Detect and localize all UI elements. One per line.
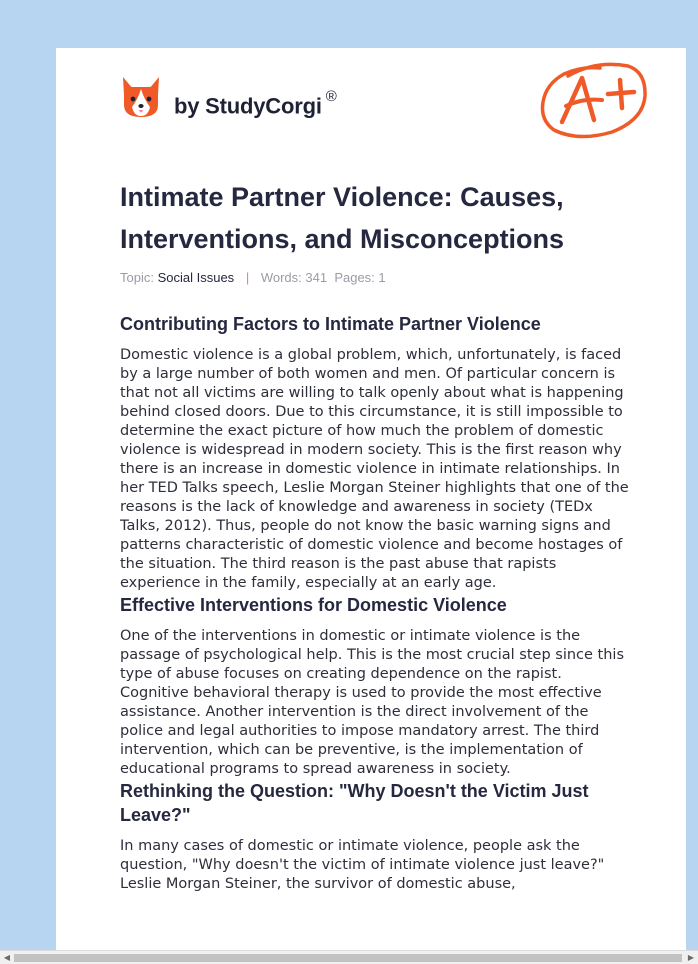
section-paragraph-effective-interventions: One of the interventions in domestic or intimate violence is the passage of psychological help. This is the most crucial step since this type of abuse focuses on creating dependence on the rapist. Cognitive behavioral therapy is used to provide the most effective assistance. Another intervention is the direct involvement of the police and legal authorities to impose mandatory arrest. The third intervention, which can be preventive, is the implementation of educational programs to spread awareness in society. [120,628,625,777]
grade-text: A+ [538,58,540,59]
brand-name[interactable] [174,88,337,119]
document-meta [120,270,386,285]
meta-separator: | [245,270,250,285]
scrollbar-thumb[interactable] [14,954,682,962]
document-header [56,48,686,158]
section-heading-effective-interventions: Effective Interventions for Domestic Violence [120,595,507,615]
document-page [56,48,686,950]
registered-mark: ® [325,88,337,105]
document-body [120,312,632,894]
document-title: Intimate Partner Violence: Causes, Interventions, and Misconceptions [120,182,565,254]
topic-link[interactable]: Social Issues [157,270,235,285]
section-paragraph-contributing-factors: Domestic violence is a global problem, which, unfortunately, is faced by a large number of both women and men. Of particular concern is that not all victims are willing to talk openly about what is happening behind closed doors. Due to this circumstance, it is still impossible to determine the exact picture of how much the problem of domestic violence is widespread in modern society. This is the first reason why there is an increase in domestic violence in intimate relationships. In her TED Talks speech, Leslie Morgan Steiner highlights that one of the reasons is the lack of knowledge and awareness in society (TEDx Talks, 2012). Thus, people do not know the basic warning signs and patterns characteristic of domestic violence and become hostages of the situation. The third reason is the past abuse that rapists experience in the family, especially at an early age. [120,347,629,591]
horizontal-scrollbar[interactable] [0,950,698,964]
section-heading-rethinking-question: Rethinking the Question: "Why Doesn't the Victim Just Leave?" [120,781,589,825]
scroll-left-arrow-icon[interactable]: ◀ [3,953,11,962]
topic-label: Topic: [120,270,154,285]
a-plus-grade-badge [538,58,650,142]
word-count: Words: 341 [260,270,328,285]
page-count: Pages: 1 [334,270,386,285]
section-heading-contributing-factors: Contributing Factors to Intimate Partner Violence [120,314,541,334]
section-paragraph-rethinking-question: In many cases of domestic or intimate violence, people ask the question, "Why doesn't the victim of intimate violence just leave?" Leslie Morgan Steiner, the survivor of domestic abuse, [120,838,605,892]
scroll-right-arrow-icon[interactable]: ▶ [687,953,695,962]
brand-text: by StudyCorgi [174,93,322,119]
corgi-logo-icon [120,75,162,121]
